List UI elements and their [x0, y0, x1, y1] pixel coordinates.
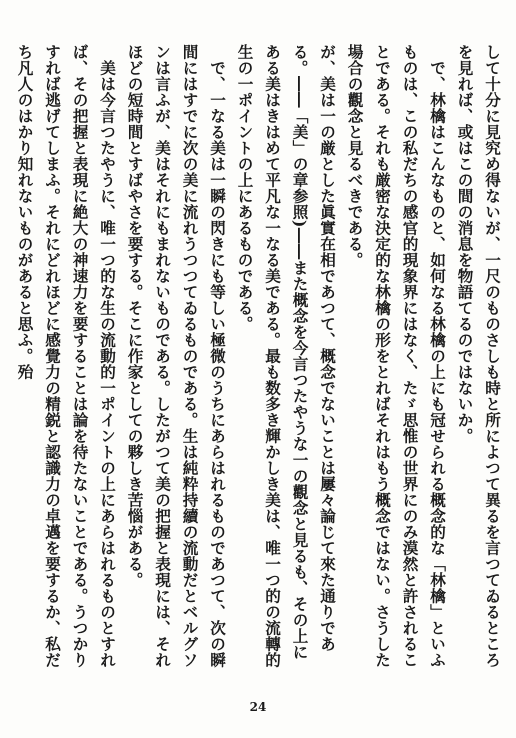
- paragraph-2: で、林檎はこんなものと、如何なる林檎の上にも冠せられる概念的な「林檎」といふものは、この私だちの感官的現象界にはなく、たゞ思惟の世界にのみ漠然と許されることである。それも厳密な決定的な林檎の形をとればそれはもう概念ではない。さうした場合の觀念と見るべきである。: [345, 44, 447, 668]
- paragraph-4: で、一なる美は一瞬の閃きにも等しい極微のうちにあらはれるものであつて、次の瞬間にはすでに次の美に流れうつつてゐるものである。生は純粋持續の流動だとベルグソンは言ふが、美はそれにもまれないものである。したがつて美の把握と表現には、それほどの短時間とすばやさを要する。そこに作家としての夥しき苦惱がある。: [125, 44, 227, 668]
- paragraph-5: 美は今言つたやうに、唯一つ的な生の流動的一ポイントの上にあらはれるものとすれば、その把握と表現に絶大の神速力を要することは論を待たないことである。うつかりすれば逃げてしまふ。それにどれほどに感覺力の精鋭と認識力の卓邁を要するか、私だち凡人のはかり知れないものがあると思ふ。殆: [15, 44, 117, 668]
- paragraph-1: して十分に見究め得ないが、一尺のものさしも時と所によつて異るを言つてゐるところを見れば、或はこの間の消息を物語てるのではないか。: [455, 44, 502, 668]
- page-number: 24: [249, 700, 267, 714]
- body-text: [12, 44, 506, 674]
- paragraph-3: が、美は一の厳とした眞實在相であつて、概念でないことは屢々論じて來た通りである。――「美」の章参照)――また概念を今言つたやうな一の觀念と見るも、その上にある美はきはめて平凡な一なる美である。最も数多き輝かしき美は、唯一つ的の流轉的生の一ポイントの上にあるものである。: [235, 44, 337, 668]
